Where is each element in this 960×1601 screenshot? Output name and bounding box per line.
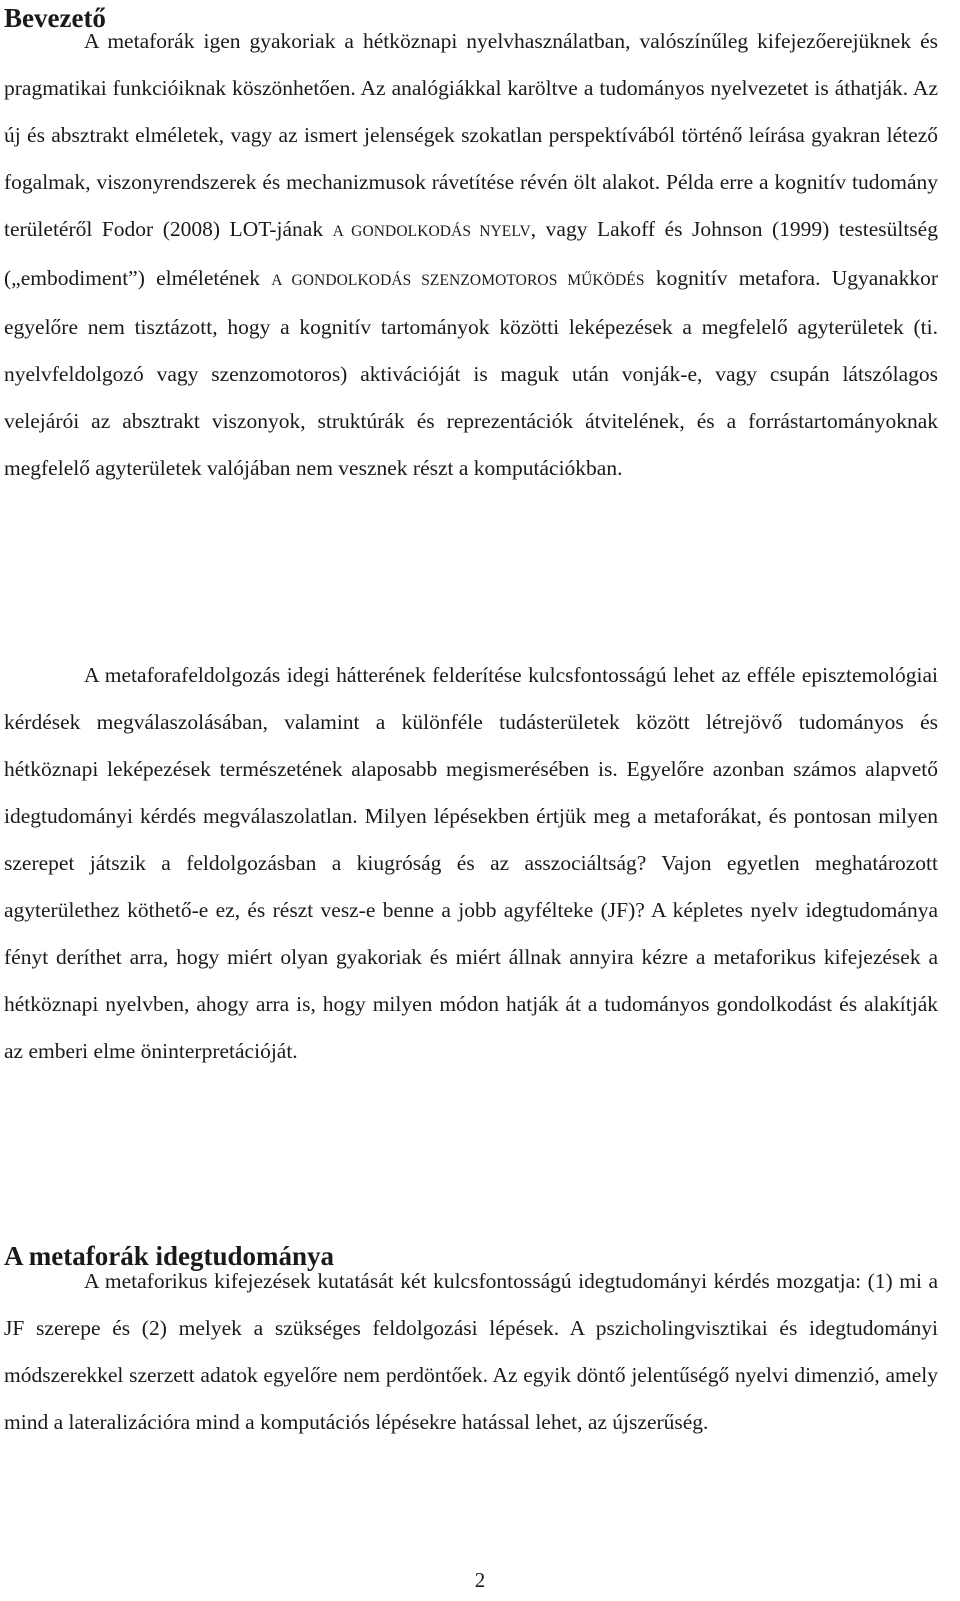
paragraph-text: , vagy Lakoff és Johnson (1999) testesültség („embodiment”) elméletének — [4, 217, 938, 290]
page-number: 2 — [474, 1568, 486, 1592]
small-caps-metaphor: A GONDOLKODÁS NYELV — [332, 223, 531, 240]
paragraph-text: A metaforák igen gyakoriak a hétköznapi nyelvhasználatban, valószínűleg kifejezőerejüknek és pragmatikai funkcióiknak köszönhetően. Az analógiákkal karöltve a tudományos nyelvezetet is áthatják. Az új és absztrakt elméletek, vagy az ismert jelenségek szokatlan perspektívából történő leírása gyakran létező fogalmak, viszonyrendszerek és mechanizmusok rávetítése révén ölt alakot. Példa erre a kognitív tudomány területéről Fodor (2008) LOT-jának — [4, 29, 938, 241]
paragraph-section2-1: A metaforikus kifejezések kutatását két kulcsfontosságú idegtudományi kérdés mozgatja: (1) mi a JF szerepe és (2) melyek a szükséges feldolgozási lépések. A pszicholingvisztikai és idegtudományi módszerekkel szerzett adatok egyelőre nem perdöntőek. Az egyik döntő jelentűségő nyelvi dimenzió, amely mind a lateralizációra mind a komputációs lépésekre hatással lehet, az újszerűség. — [4, 1269, 938, 1434]
section-heading-idegtudomany: A metaforák idegtudománya — [4, 1241, 334, 1271]
paragraph-intro-1 — [4, 18, 938, 492]
small-caps-metaphor: A GONDOLKODÁS SZENZOMOTOROS MŰKÖDÉS — [271, 272, 645, 289]
paragraph-intro-2: A metaforafeldolgozás idegi hátterének felderítése kulcsfontosságú lehet az efféle episztemológiai kérdések megválaszolásában, valamint a különféle tudásterületek között létrejövő tudományos és hétköznapi leképezések természetének alaposabb megismerésében is. Egyelőre azonban számos alapvető idegtudományi kérdés megválaszolatlan. Milyen lépésekben értjük meg a metaforákat, és pontosan milyen szerepet játszik a feldolgozásban a kiugróság és az asszociáltság? Vajon egyetlen meghatározott agyterülethez köthető-e ez, és részt vesz-e benne a jobb agyfélteke (JF)? A képletes nyelv idegtudománya fényt deríthet arra, hogy miért olyan gyakoriak és miért állnak annyira kézre a metaforikus kifejezések a hétköznapi nyelvben, ahogy arra is, hogy milyen módon hatják át a tudományos gondolkodást és alakítják az emberi elme öninterpretációját. — [4, 663, 938, 1063]
section-heading-bevezeto: Bevezető — [4, 3, 106, 33]
paragraph-text: kognitív metafora. Ugyanakkor egyelőre nem tisztázott, hogy a kognitív tartományok közötti leképezések a megfelelő agyterületek (ti. nyelvfeldolgozó vagy szenzomotoros) aktivációját is maguk után vonják-e, vagy csupán látszólagos velejárói az absztrakt viszonyok, struktúrák és reprezentációk átvitelének, és a forrástartományoknak megfelelő agyterületek valójában nem vesznek részt a komputációkban. — [4, 266, 938, 480]
